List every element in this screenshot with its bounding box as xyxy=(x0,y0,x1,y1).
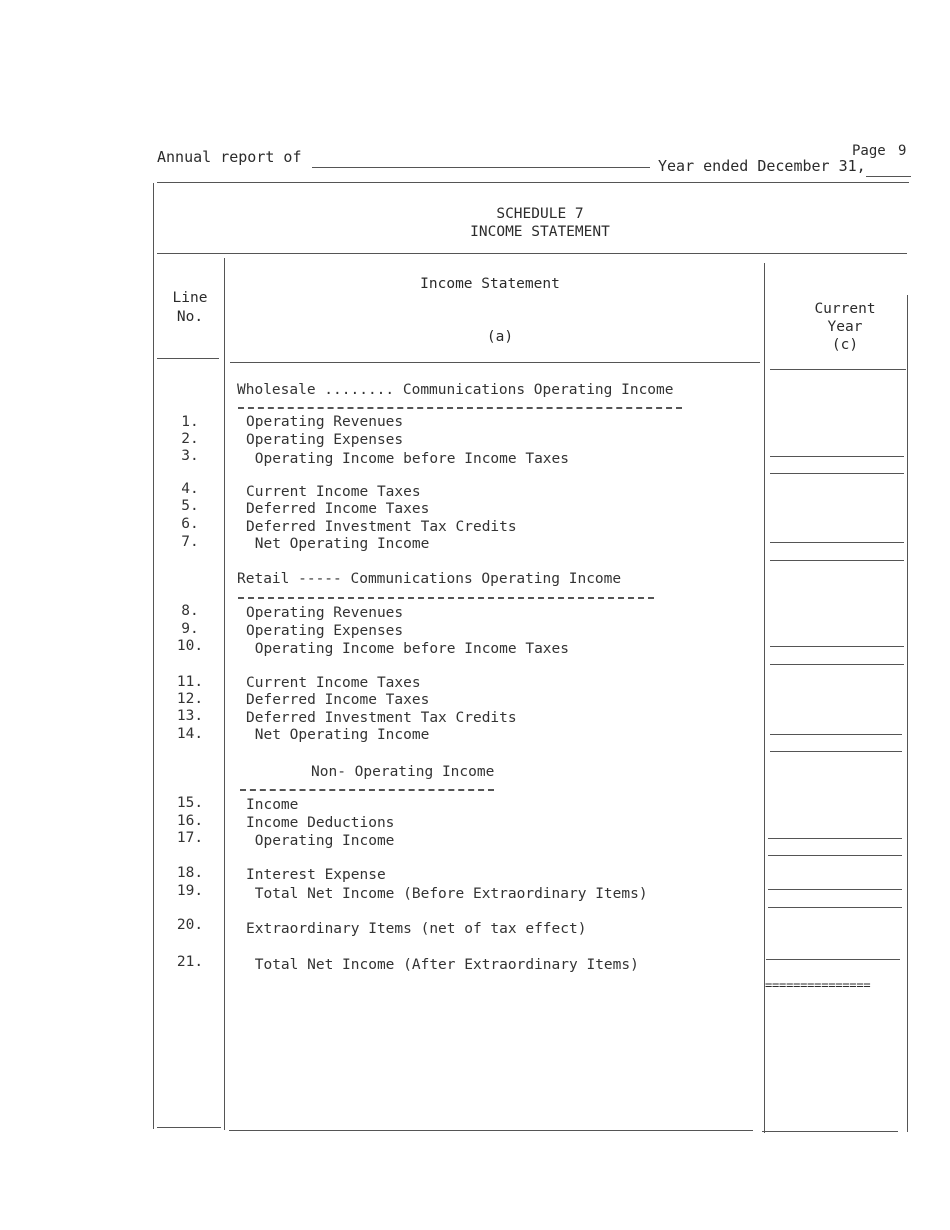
annual-report-label: Annual report of xyxy=(157,148,302,166)
page-number: 9 xyxy=(898,143,907,159)
row-label: Deferred Income Taxes xyxy=(246,692,430,708)
subtotal-rule xyxy=(768,889,902,890)
row-label: Operating Revenues xyxy=(246,605,404,621)
row-label: Operating Revenues xyxy=(246,414,404,430)
section-wholesale: Wholesale ........ Communications Operating Income xyxy=(237,382,674,398)
line-number: 5. xyxy=(181,498,199,514)
section-wholesale-underline xyxy=(238,407,682,409)
frame-right-rule xyxy=(907,295,908,1132)
row-label: Deferred Investment Tax Credits xyxy=(246,519,517,535)
row-label: Net Operating Income xyxy=(246,727,430,743)
double-rule: =============== xyxy=(765,978,871,992)
line-number: 18. xyxy=(176,865,204,881)
line-number: 15. xyxy=(176,795,204,811)
subtotal-rule xyxy=(768,855,902,856)
year-ended-label: Year ended December 31, xyxy=(658,157,866,175)
line-number: 21. xyxy=(176,954,204,970)
subtotal-rule xyxy=(766,959,900,960)
subtotal-rule xyxy=(770,456,904,457)
row-label: Income xyxy=(246,797,299,813)
row-label: Income Deductions xyxy=(246,815,395,831)
subtotal-rule xyxy=(768,907,902,908)
row-label: Total Net Income (Before Extraordinary Items) xyxy=(246,886,648,902)
subtotal-rule xyxy=(768,838,902,839)
subtotal-rule xyxy=(770,560,904,561)
section-non-operating-underline xyxy=(240,789,494,791)
row-label: Operating Income before Income Taxes xyxy=(246,641,570,657)
column-divider-left xyxy=(224,258,225,1130)
row-label: Current Income Taxes xyxy=(246,675,421,691)
frame-bottom-rule-left xyxy=(157,1127,221,1128)
row-label: Deferred Income Taxes xyxy=(246,501,430,517)
line-number: 17. xyxy=(176,830,204,846)
column-divider-right xyxy=(764,263,765,1133)
line-no-header-rule xyxy=(157,358,219,359)
row-label: Operating Expenses xyxy=(246,432,404,448)
line-number: 1. xyxy=(181,414,199,430)
line-number: 7. xyxy=(181,534,199,550)
description-header-rule xyxy=(230,362,760,363)
line-number: 12. xyxy=(176,691,204,707)
line-number: 2. xyxy=(181,431,199,447)
line-number: 13. xyxy=(176,708,204,724)
year-blank xyxy=(866,176,911,177)
line-number: 3. xyxy=(181,448,199,464)
section-non-operating: Non- Operating Income xyxy=(311,764,495,780)
current-year-header-rule xyxy=(770,369,906,370)
company-name-blank xyxy=(312,167,650,168)
line-number: 19. xyxy=(176,883,204,899)
income-statement-header: Income Statement xyxy=(420,276,560,292)
line-number: 14. xyxy=(176,726,204,742)
line-number: 4. xyxy=(181,481,199,497)
subtotal-rule xyxy=(770,751,902,752)
line-number: 9. xyxy=(181,621,199,637)
row-label: Extraordinary Items (net of tax effect) xyxy=(246,921,587,937)
section-retail: Retail ----- Communications Operating Income xyxy=(237,571,622,587)
page-label: Page xyxy=(852,143,886,159)
line-number: 8. xyxy=(181,603,199,619)
subtotal-rule xyxy=(770,664,904,665)
subtotal-rule xyxy=(770,734,902,735)
frame-top-rule xyxy=(157,182,909,183)
frame-left-rule xyxy=(153,183,154,1129)
line-number: 16. xyxy=(176,813,204,829)
line-number: 11. xyxy=(176,674,204,690)
frame-bottom-rule-right xyxy=(762,1131,898,1132)
current-year-header: Current Year (c) xyxy=(814,301,876,353)
row-label: Total Net Income (After Extraordinary Items) xyxy=(246,957,639,973)
title-bottom-rule xyxy=(157,253,907,254)
line-no-header: Line No. xyxy=(172,290,208,325)
row-label: Operating Income before Income Taxes xyxy=(246,451,570,467)
income-statement-code: (a) xyxy=(486,329,514,345)
row-label: Operating Expenses xyxy=(246,623,404,639)
section-retail-underline xyxy=(238,597,654,599)
line-number: 6. xyxy=(181,516,199,532)
row-label: Current Income Taxes xyxy=(246,484,421,500)
subtotal-rule xyxy=(770,542,904,543)
subtotal-rule xyxy=(770,646,904,647)
row-label: Net Operating Income xyxy=(246,536,430,552)
row-label: Interest Expense xyxy=(246,867,386,883)
row-label: Operating Income xyxy=(246,833,395,849)
row-label: Deferred Investment Tax Credits xyxy=(246,710,517,726)
subtotal-rule xyxy=(770,473,904,474)
frame-bottom-rule-middle xyxy=(229,1130,753,1131)
schedule-subtitle: INCOME STATEMENT xyxy=(470,224,610,240)
schedule-title: SCHEDULE 7 xyxy=(496,206,584,222)
line-number: 10. xyxy=(176,638,204,654)
line-number: 20. xyxy=(176,917,204,933)
